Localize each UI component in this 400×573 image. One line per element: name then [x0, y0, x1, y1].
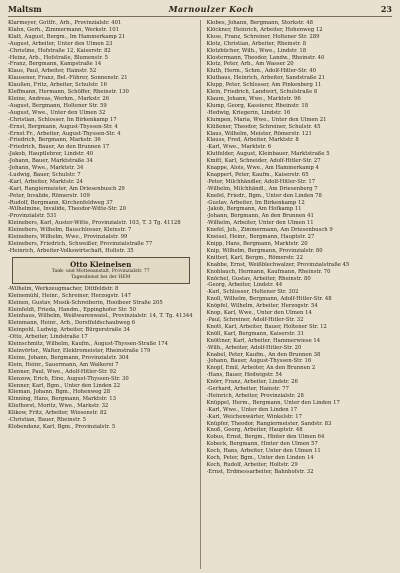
directory-entry: -Otto, Arbeiter, Lindstraße 17 — [8, 334, 88, 341]
directory-entry: -Ernst Fr., Arbeiter, August-Thyssen-Str. 4 — [8, 130, 121, 137]
directory-entry: Kleinebers, Wilhelm, Bauschlosser, Kleinstr. 7 — [8, 227, 132, 234]
directory-entry: Koch, Peter, Bgm., Unter den Linden 14 — [206, 455, 314, 462]
directory-entry: -Gustav, Arbeiter, Im Birkenkamp 12 — [206, 199, 305, 206]
directory-entry: Knabel, Peter, Kaufm., An den Brunnen 38 — [206, 351, 321, 358]
header-center-word: Marnoulzer Koch — [168, 4, 254, 14]
directory-entry: Kliefhorst, Moritz, Wwe., Markstr. 32 — [8, 403, 109, 410]
directory-entry: Klauss, Fred, Arbeiter, Marktstr. 8 — [206, 137, 299, 144]
directory-entry: -Paul, Schreiner, Adolf-Hitler-Str. 32 — [206, 316, 304, 323]
directory-entry: Klotz, Peter, Arb., Am Wasser 20 — [206, 61, 294, 68]
directory-entry: Kluthaus, Heinrich, Arbeiter, Sandstraße 21 — [206, 75, 325, 82]
directory-entry: Klose, Franz, Schreiner, Holtener Str. 289 — [206, 33, 320, 40]
directory-entry: Kleinpohl, Ludwig, Arbeiter, Bürgerstraße 34 — [8, 327, 130, 334]
directory-entry: Kobeck, Bergmann, Hinter den Ulmen 57 — [206, 441, 318, 448]
directory-entry: Knoll, Wilhelm, Bergmann, Adolf-Hitler-Str. 48 — [206, 296, 332, 303]
directory-entry: Klenner, Paul, Wwe., Adolf-Hitler-Str. 92 — [8, 368, 117, 375]
directory-entry: Klarmeyer, Gottfr., Arb., Provinzialstr. 401 — [8, 20, 122, 26]
directory-entry: Knüppel, Herm., Bergmann, Unter den Linden 17 — [206, 399, 340, 406]
directory-entry: Koch, Rudolf, Arbeiter, Holtstr. 29 — [206, 462, 298, 468]
directory-entry: -Ludwig, Bauer, Schulstr. 7 — [8, 171, 81, 178]
directory-entry: -August, Wwe., Unter den Ulmen 32 — [8, 109, 106, 116]
directory-entry: Knüpfer, Theodor, Rangiermeister, Sandstr. 83 — [206, 420, 332, 427]
directory-entry: Klaus, Paul, Arbeiter, Hainstr. 52 — [8, 68, 97, 75]
directory-entry: Klotzbücher, Wilh., Wwe., Lindstr. 18 — [206, 47, 307, 54]
directory-entry: Kleinmann, Heinr., Arb., Dorstfeldschaubweg 6 — [8, 320, 136, 327]
page-header — [8, 4, 392, 17]
directory-entry: Knefel, Friedr., Bgm., Unter den Linden 78 — [206, 192, 322, 199]
directory-entry: Kobus, Ernst, Bergm., Hinter den Ulmen 64 — [206, 434, 325, 441]
directory-entry: Knappe, Alois, Wwe., Am Hammerkamp 4 — [206, 165, 319, 172]
directory-entry: Klein, Heinr., Sauermann, Am Walkerei 7 — [8, 361, 119, 368]
directory-entry: -Karl, Wwe., Marktstr. 6 — [206, 144, 272, 151]
directory-entry: Klobes, Johann, Bergmann, Storkstr. 48 — [206, 20, 313, 26]
ad-line2: Tagesdienst bei der HEM — [71, 274, 131, 280]
directory-entry: -Rudolf, Bergmann, Kirchenfeldweg 37 — [8, 199, 113, 206]
directory-entry: -August, Arbeiter, Unter den Ulmen 23 — [8, 40, 113, 47]
page-number: 23 — [380, 4, 392, 14]
directory-entry: Klausener, Franz, Bel.-Führer, Sonnenstr. 21 — [8, 75, 128, 82]
directory-entry: Knöttner, Karl, Arbeiter, Hammerwiese 14 — [206, 337, 321, 344]
directory-entry: Klaußen, Fritz, Arbeiter, Schulstr. 16 — [8, 82, 108, 89]
directory-entry: Kleinfeldt, Frieda, Handm., Eppinghofer Str. 50 — [8, 306, 137, 313]
directory-entry: -Heinz, Arb., Hofstraße, Blumenstr. 5 — [8, 54, 109, 61]
directory-entry: -Wilhelm, Werkzeugmacher, Dittfeldstr. 8 — [8, 285, 119, 292]
directory-entry: Klenzow, Erich, Eine, August-Thyssen-Str. 30 — [8, 375, 129, 382]
directory-entry: Knörr, Franz, Arbeiter, Lindstr. 26 — [206, 379, 298, 386]
directory-entry: Koch, Hans, Arbeiter, Unter den Ulmen 11 — [206, 448, 321, 455]
directory-entry: Klotz, Christian, Arbeiter, Rheinstr. 8 — [206, 40, 307, 47]
directory-entry: Klobendanz, Karl, Bgm., Provinzialstr. 5 — [8, 423, 116, 430]
directory-entry: Klenner, Karl, Bgm., Unter den Linden 22 — [8, 382, 121, 389]
directory-entry: -Hans, Bauer, Hedwigstr. 54 — [206, 372, 283, 379]
directory-entry: Klaus, Wilhelm, Meister, Römerstr. 121 — [206, 130, 312, 137]
directory-entry: -Karl, Schlosser, Holtener Str. 302 — [206, 289, 299, 296]
directory-entry: -August, Bergmann, Holtener Str. 59 — [8, 102, 107, 109]
directory-entry: Klaum, Johann, Wwe., Marktstr. 96 — [206, 95, 301, 102]
directory-entry: Klüßener, Theodor, Schreiner, Schulstr. 45 — [206, 123, 321, 130]
directory-entry: -Gerhard, Arbeiter, Hainstr. 77 — [206, 386, 289, 393]
directory-entry: -Provinzialstr. 531 — [8, 213, 57, 220]
directory-entry: -Heinrich, Arbeiter, Provinzialstr. 28 — [206, 392, 304, 399]
directory-entry: Kleine, Johann, Bergmann, Provinzialstr. 304 — [8, 354, 129, 361]
directory-entry: Klöckner, Heinrich, Arbeiter, Hohenweg 12 — [206, 26, 323, 33]
directory-entry: -Johann, Bergmann, An den Brunnen 41 — [206, 213, 314, 220]
directory-entry: Klump, Georg, Kassierer, Rheinstr. 18 — [206, 102, 309, 109]
directory-entry: Knöchel, Gustav, Arbeiter, Rheinstr. 80 — [206, 275, 311, 282]
directory-entry: Klumpen, Maria, Wwe., Unter den Ulmen 21 — [206, 116, 327, 123]
directory-entry: Kleinschmitz, Wilhelm, Kaufm., August-Thyssen-Straße 174 — [8, 341, 169, 348]
directory-entry: -Johann, Bauer, August-Thyssen-Str. 16 — [206, 358, 312, 365]
directory-entry: Kleffmann, Hermann, Schöffer, Rheinstr. 130 — [8, 89, 129, 96]
directory-entry: -Heinrich, Arbeiter-Volkswirtschaft, Holtstr. 35 — [8, 247, 134, 254]
directory-entry: -Ernst, Erdmessarbeiter, Bahnhofstr. 32 — [206, 468, 314, 475]
directory-entry: Klutfelder, August, Kleinbauer, Marktstraße 5 — [206, 151, 330, 158]
ad-title: Otto Kleinelsen — [70, 259, 132, 269]
directory-entry: Knitterl, Karl, Bergm., Römerstr. 22 — [206, 254, 304, 261]
directory-entry: Kleinen, Gustav, Musik-Schreiberin, Hooibeer Straße 205 — [8, 299, 163, 306]
advertisement-box — [12, 257, 190, 284]
directory-entry: Knappert, Peter, Kaufm., Kaiserstr. 65 — [206, 171, 309, 178]
directory-entry: -Ernst, Bergmann, August-Thyssen-Str. 4 — [8, 123, 118, 130]
directory-entry: -Karl, Wwe., Unter den Linden 17 — [206, 406, 298, 413]
directory-entry: Kleine, Andreas, Werkm., Markstr. 26 — [8, 95, 110, 102]
directory-entry: Knott, Karl, Arbeiter, Bauer, Holtener Str. 12 — [206, 323, 327, 330]
directory-entry: -Franz, Bergmann, Kampstraße 14 — [8, 61, 102, 68]
ad-line1: Tank- und Mottenanstalt, Provinzialstr. 77 — [51, 268, 150, 274]
directory-entry: Knoß, Georg, Arbeiter, Hauptstr. 48 — [206, 427, 303, 434]
right-column — [207, 20, 393, 569]
directory-entry: -Johann, Bauer, Marktstraße 34 — [8, 158, 93, 165]
directory-entry: -Wilhelmine, Invalide, Theodor-Witte-Str. 20 — [8, 206, 126, 213]
directory-entry: -Peter, Invalide, Römerstr. 109 — [8, 192, 90, 199]
directory-entry: -Wilhelm, Arbeiter, Unter den Ulmen 11 — [206, 220, 314, 227]
directory-entry: Knöll, Karl, Bergmann, Kaiserstr. 31 — [206, 330, 304, 337]
directory-entry: -Hedwig, Kriegerin, Lindstr. 16 — [206, 109, 291, 116]
directory-entry: Knefel, Joh., Zimmermann, Am Driesenbusch 9 — [206, 227, 333, 234]
directory-entry: Klieman, Johann, Bgm., Hohenweg 28 — [8, 389, 111, 396]
directory-entry: -Johann, Wwe., Marktstr. 34 — [8, 165, 84, 172]
directory-entry: -Jakob, Bergmann, Am Hofkamp 11 — [206, 206, 302, 213]
directory-entry: Klupp, Peter, Schlosser, Am Pinkenberg 11 — [206, 82, 322, 89]
directory-entry: Knoblauch, Hermann, Kaufmann, Rheinstr. 70 — [206, 268, 331, 275]
directory-entry: -Wilhelm, Milchhändl., Am Driesenberg 7 — [206, 185, 318, 192]
directory-entry: Knipp, Hans, Bergmann, Marktstr. 20 — [206, 241, 308, 247]
directory-entry: -Karl, Weichenwärter, Winkelstr. 17 — [206, 413, 302, 420]
directory-entry: Kluth, Herm., Schm., Adolf-Hitler-Str. 40 — [206, 68, 316, 75]
directory-entry: Knopf, Emil, Arbeiter, An den Brunnen 2 — [206, 365, 316, 372]
left-column — [8, 20, 194, 569]
directory-entry: Knöpfel, Wilhelm, Arbeiter, Herzogstr. 54 — [206, 303, 318, 310]
directory-entry: -Friedrich, Bauer, An den Brunnen 17 — [8, 144, 110, 151]
directory-entry: -Karl, Rangiermeister, Am Driesenbusch 29 — [8, 185, 125, 192]
directory-entry: Kleinvörtsr., Walter, Elektromeister, Rheinstraße 179 — [8, 347, 151, 354]
directory-entry: Kneisel, Heinr., Bergmann, Hauptstr. 27 — [206, 234, 315, 241]
directory-entry: Klikow, Fritz, Arbeiter, Wiesenstr. 82 — [8, 410, 107, 417]
directory-entry: Knip, Wilhelm, Bergmann, Provinzialstr. 80 — [206, 247, 323, 254]
header-left-word: Maltsm — [8, 4, 42, 14]
directory-entry: Kleinebers, Karl, Auster-Witte, Provinzialstr. 103, T. 3 Tg. 41128 — [8, 220, 181, 227]
directory-entry: Knabbe, Ernst, Weißblechwalzer, Provinzialstraße 45 — [206, 261, 350, 268]
directory-entry: Kleinhaus, Wilhelm, Weißwarenwaisl., Provinzialstr. 14, T. Tg. 41344 — [8, 313, 193, 320]
directory-entry: Kleinebers, Wilhelm, Wwe., Provinzialstr. 99 — [8, 234, 128, 241]
directory-entry: Kmitt, Karl, Schneider, Adolf-Hitler-Str. 27 — [206, 158, 321, 165]
directory-entry: Klostermann, Theodor, Landw., Rheinstr. 40 — [206, 54, 325, 61]
directory-entry: -Christine, Hofstraße 12, Kaiserstr. 82 — [8, 47, 111, 54]
directory-entry: -Wilh., Arbeiter, Adolf-Hitler-Str. 20 — [206, 344, 302, 351]
directory-entry: Kleinemühl, Heinr., Schreiner, Herzogstr. 147 — [8, 292, 131, 299]
directory-entry: -Peter, Milchhändler, Adolf-Hitler-Str. 17 — [206, 178, 316, 185]
directory-entry: Klinning, Hans, Bergmann, Marktstr. 13 — [8, 396, 116, 403]
directory-entry: Kleinebers, Friedrich, Schweißer, Provinzialstraße 77 — [8, 241, 153, 247]
directory-entry: Knop, Karl, Wwe., Unter den Ulmen 14 — [206, 310, 312, 317]
directory-entry: -Christian, Bauer, Rheinstr. 5 — [8, 417, 87, 424]
directory-entry: Klein, Friedrich, Landwirt, Schulstraße 8 — [206, 89, 318, 96]
directory-entry: Klatt, August, Bergm., Im Hammerkamp 21 — [8, 33, 126, 40]
directory-entry: Klahn, Gerh., Zimmermann, Werkstr. 101 — [8, 26, 119, 33]
columns — [8, 20, 392, 569]
directory-entry: -Karl, Arbeiter, Marktstr. 24 — [8, 178, 84, 185]
directory-entry: -Georg, Arbeiter, Lindstr. 44 — [206, 282, 283, 289]
column-divider — [200, 20, 201, 569]
directory-entry: -Friedrich, Bergmann, Markstr. 36 — [8, 137, 101, 144]
directory-entry: -Jakob, Hauptlehrer, Lindstr. 40 — [8, 151, 94, 158]
directory-entry: -Christian, Schlosser, Im Birkenkamp 17 — [8, 116, 117, 123]
